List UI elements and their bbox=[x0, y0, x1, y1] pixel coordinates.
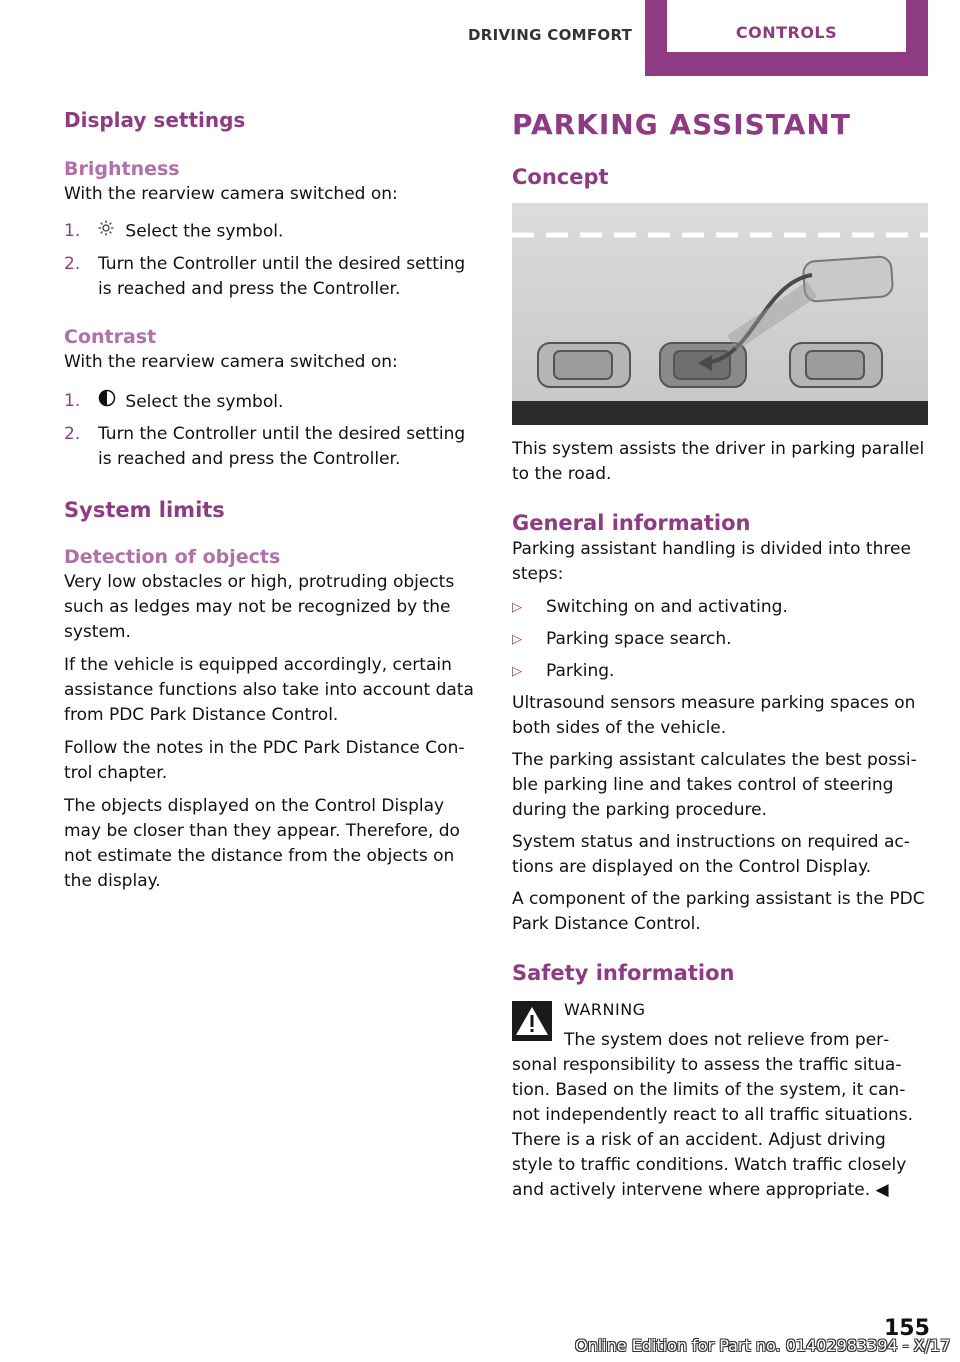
step-number: 1. bbox=[64, 221, 81, 241]
step-text: Select the symbol. bbox=[125, 391, 284, 412]
list-item bbox=[64, 422, 480, 472]
warning-text: sonal responsibility to assess the traffic situa‐tion. Based on the limits of the system, it can‐not independently react to all traffic situations. There is a risk of an accident. Adjust driving style to traffic conditions. Watch traffic closely and actively intervene where appropriate. ◀ bbox=[512, 1055, 914, 1200]
parked-car bbox=[538, 343, 630, 387]
detection-paragraph: Follow the notes in the PDC Park Distance Con‐trol chapter. bbox=[64, 737, 465, 783]
brightness-heading: Brightness bbox=[64, 158, 180, 180]
general-paragraph: System status and instructions on required ac‐tions are displayed on the Control Display. bbox=[512, 832, 910, 877]
half-circle-icon bbox=[98, 389, 120, 415]
list-item bbox=[64, 219, 480, 245]
brightness-intro: With the rearview camera switched on: bbox=[64, 184, 398, 204]
bullet-text: Switching on and activating. bbox=[546, 597, 788, 617]
list-item bbox=[512, 627, 928, 652]
warning-text-first: The system does not relieve from per‐ bbox=[564, 1030, 890, 1050]
contrast-intro: With the rearview camera switched on: bbox=[64, 351, 398, 372]
bullet-text: Parking space search. bbox=[546, 629, 732, 649]
right-column bbox=[512, 108, 928, 1203]
running-header-section: DRIVING COMFORT bbox=[468, 26, 633, 44]
list-item bbox=[512, 595, 928, 620]
chapter-tab bbox=[645, 0, 928, 76]
step-number: 1. bbox=[64, 390, 81, 411]
detection-heading: Detection of objects bbox=[64, 545, 281, 568]
detection-paragraph: The objects displayed on the Control Display may be closer than they appear. Therefore, do not estimate the distance from the objects on the display. bbox=[64, 795, 460, 891]
triangle-bullet-icon: ▷ bbox=[512, 632, 522, 647]
display-settings-heading: Display settings bbox=[64, 108, 246, 132]
step-number: 2. bbox=[64, 423, 81, 444]
contrast-heading: Contrast bbox=[64, 325, 157, 348]
step-text: Turn the Controller until the desired setting is reached and press the Controller. bbox=[98, 253, 466, 299]
step-text: Turn the Controller until the desired setting is reached and press the Controller. bbox=[98, 423, 466, 469]
list-item bbox=[64, 252, 480, 302]
warning-block bbox=[512, 997, 928, 1053]
triangle-bullet-icon: ▷ bbox=[512, 664, 522, 679]
parking-illustration bbox=[512, 203, 928, 425]
general-information-heading: General information bbox=[512, 511, 751, 535]
detection-paragraph: Very low obstacles or high, protruding objects such as ledges may not be recognized by the system. bbox=[64, 571, 455, 642]
concept-heading: Concept bbox=[512, 165, 609, 189]
system-limits-heading: System limits bbox=[64, 497, 225, 522]
list-item bbox=[64, 389, 480, 415]
left-column bbox=[64, 108, 480, 894]
triangle-bullet-icon: ▷ bbox=[512, 600, 522, 615]
parking-assistant-title: PARKING ASSISTANT bbox=[512, 108, 851, 141]
general-paragraph: Ultrasound sensors measure parking spaces on both sides of the vehicle. bbox=[512, 693, 916, 738]
chapter-tab-label: CONTROLS bbox=[667, 0, 906, 52]
general-intro: Parking assistant handling is divided into three steps: bbox=[512, 539, 911, 584]
sun-icon bbox=[98, 219, 120, 244]
bullet-text: Parking. bbox=[546, 661, 615, 681]
warning-label: WARNING bbox=[564, 1000, 646, 1019]
list-item bbox=[512, 659, 928, 684]
detection-paragraph: If the vehicle is equipped accordingly, certain assistance functions also take into account data from PDC Park Distance Control. bbox=[64, 654, 474, 725]
warning-triangle-icon bbox=[512, 1001, 552, 1045]
step-number: 2. bbox=[64, 253, 81, 274]
parked-car bbox=[790, 343, 882, 387]
general-paragraph: The parking assistant calculates the best possi‐ble parking line and takes control of steering during the parking procedure. bbox=[512, 750, 917, 820]
safety-information-heading: Safety information bbox=[512, 961, 735, 985]
step-text: Select the symbol. bbox=[125, 221, 284, 242]
page-number: 155 bbox=[884, 1316, 930, 1341]
edition-watermark: Online Edition for Part no. 01402983394 - X/17 bbox=[575, 1336, 951, 1355]
ghost-car bbox=[803, 256, 894, 302]
concept-text: This system assists the driver in parking parallel to the road. bbox=[512, 439, 925, 484]
general-paragraph: A component of the parking assistant is the PDC Park Distance Control. bbox=[512, 889, 925, 934]
